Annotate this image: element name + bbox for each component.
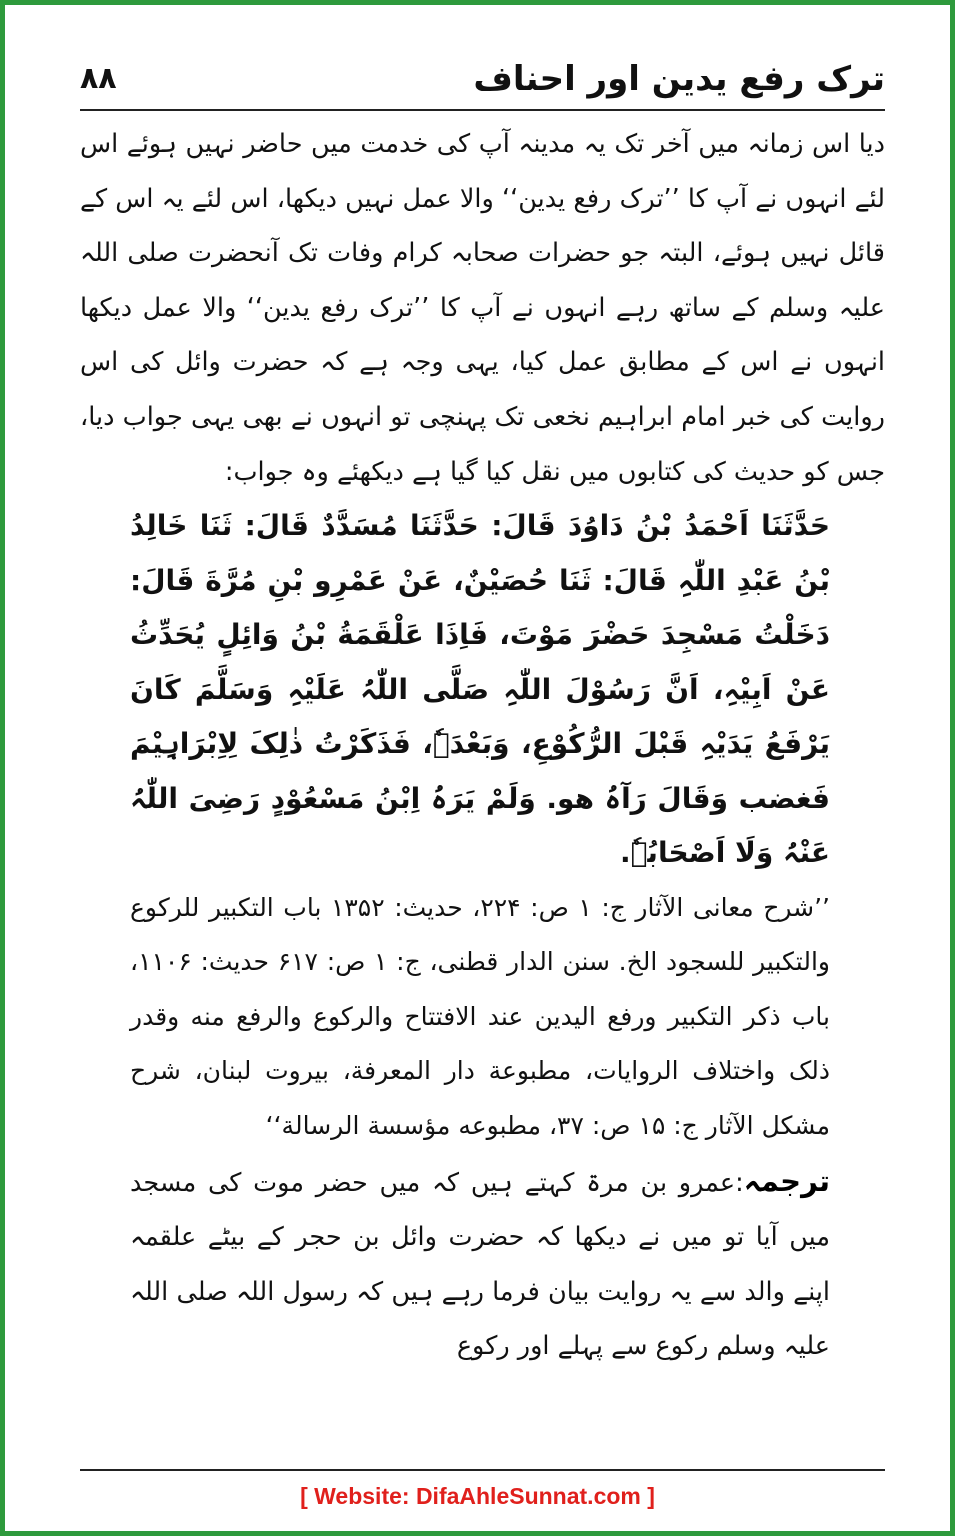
hadith-reference: ’’شرح معانی الآثار ج: ۱ ص: ۲۲۴، حدیث: ۱۳۵۲ باب التکبیر للرکوع والتکبیر للسجود الخ. سنن الدار قطنی، ج: ۱ ص: ۶۱۷ حدیث: ۱۱۰۶، باب ذکر التکبیر ورفع الیدین عند الافتتاح والرکوع والرفع منه وقدر ذلک واختلاف الروایات، مطبوعة دار المعرفة، بیروت لبنان، شرح مشکل الآثار ج: ۱۵ ص: ۳۷، مطبوعه مؤسسة الرسالة‘‘ [130,892,831,1141]
urdu-paragraph: دیا اس زمانہ میں آخر تک یہ مدینہ آپ کی خدمت میں حاضر نہیں ہوئے اس لئے انہوں نے آپ کا ’’ترک رفع یدین‘‘ والا عمل نہیں دیکھا، اس لئے یہ اس کے قائل نہیں ہوئے، البتہ جو حضرات صحابہ کرام وفات تک آنحضرت صلی اللہ علیہ وسلم کے ساتھ رہے انہوں نے آپ کا ’’ترک رفع یدین‘‘ والا عمل دیکھا انہوں نے اس کے مطابق عمل کیا، یہی وجہ ہے کہ حضرت وائل کی اس روایت کی خبر امام ابراہیم نخعی تک پہنچی تو انہوں نے بھی یہی جواب دیا، جس کو حدیث کی کتابوں میں نقل کیا گیا ہے دیکھئے وہ جواب: [80,129,885,487]
page-number: ۸۸ [80,61,117,96]
arabic-hadith: حَدَّثَنَا اَحْمَدُ بْنُ دَاوُدَ قَالَ: حَدَّثَنَا مُسَدَّدٌ قَالَ: ثَنَا خَالِدُ بْنُ عَبْدِ اللّٰہِ قَالَ: ثَنَا حُصَیْنٌ، عَنْ عَمْرِو بْنِ مُرَّةَ قَالَ: دَخَلْتُ مَسْجِدَ حَضْرَ مَوْتَ، فَاِذَا عَلْقَمَةُ بْنُ وَائِلٍ یُحَدِّثُ عَنْ اَبِیْہِ، اَنَّ رَسُوْلَ اللّٰہِ صَلَّی اللّٰہُ عَلَیْہِ وَسَلَّمَ کَانَ یَرْفَعُ یَدَیْہِ قَبْلَ الرُّکُوْعِ، وَبَعْدَہٗ، فَذَکَرْتُ ذٰلِکَ لِاِبْرَاہِیْمَ فَغضب وَقَالَ رَآہُ ھو. وَلَمْ یَرَہُ اِبْنُ مَسْعُوْدٍ رَضِیَ اللّٰہُ عَنْہُ وَلَا اَصْحَابُہٗ. [130,509,830,870]
page-header [80,57,885,105]
translation-text: :عمرو بن مرۃ کہتے ہیں کہ میں حضر موت کی مسجد میں آیا تو میں نے دیکھا کہ حضرت وائل بن حجر کے بیٹے علقمہ اپنے والد سے یہ روایت بیان فرما رہے ہیں کہ رسول اللہ صلی اللہ علیہ وسلم رکوع سے پہلے اور رکوع [130,1167,830,1362]
header-divider [80,109,885,111]
translation-paragraph [80,1154,885,1374]
running-title: ترک رفع یدین اور احناف [473,59,885,99]
translation-label: ترجمہ [743,1163,830,1198]
page-content [80,117,885,1374]
footer-divider [80,1469,885,1471]
website-link[interactable]: [ Website: DifaAhleSunnat.com ] [300,1483,655,1509]
